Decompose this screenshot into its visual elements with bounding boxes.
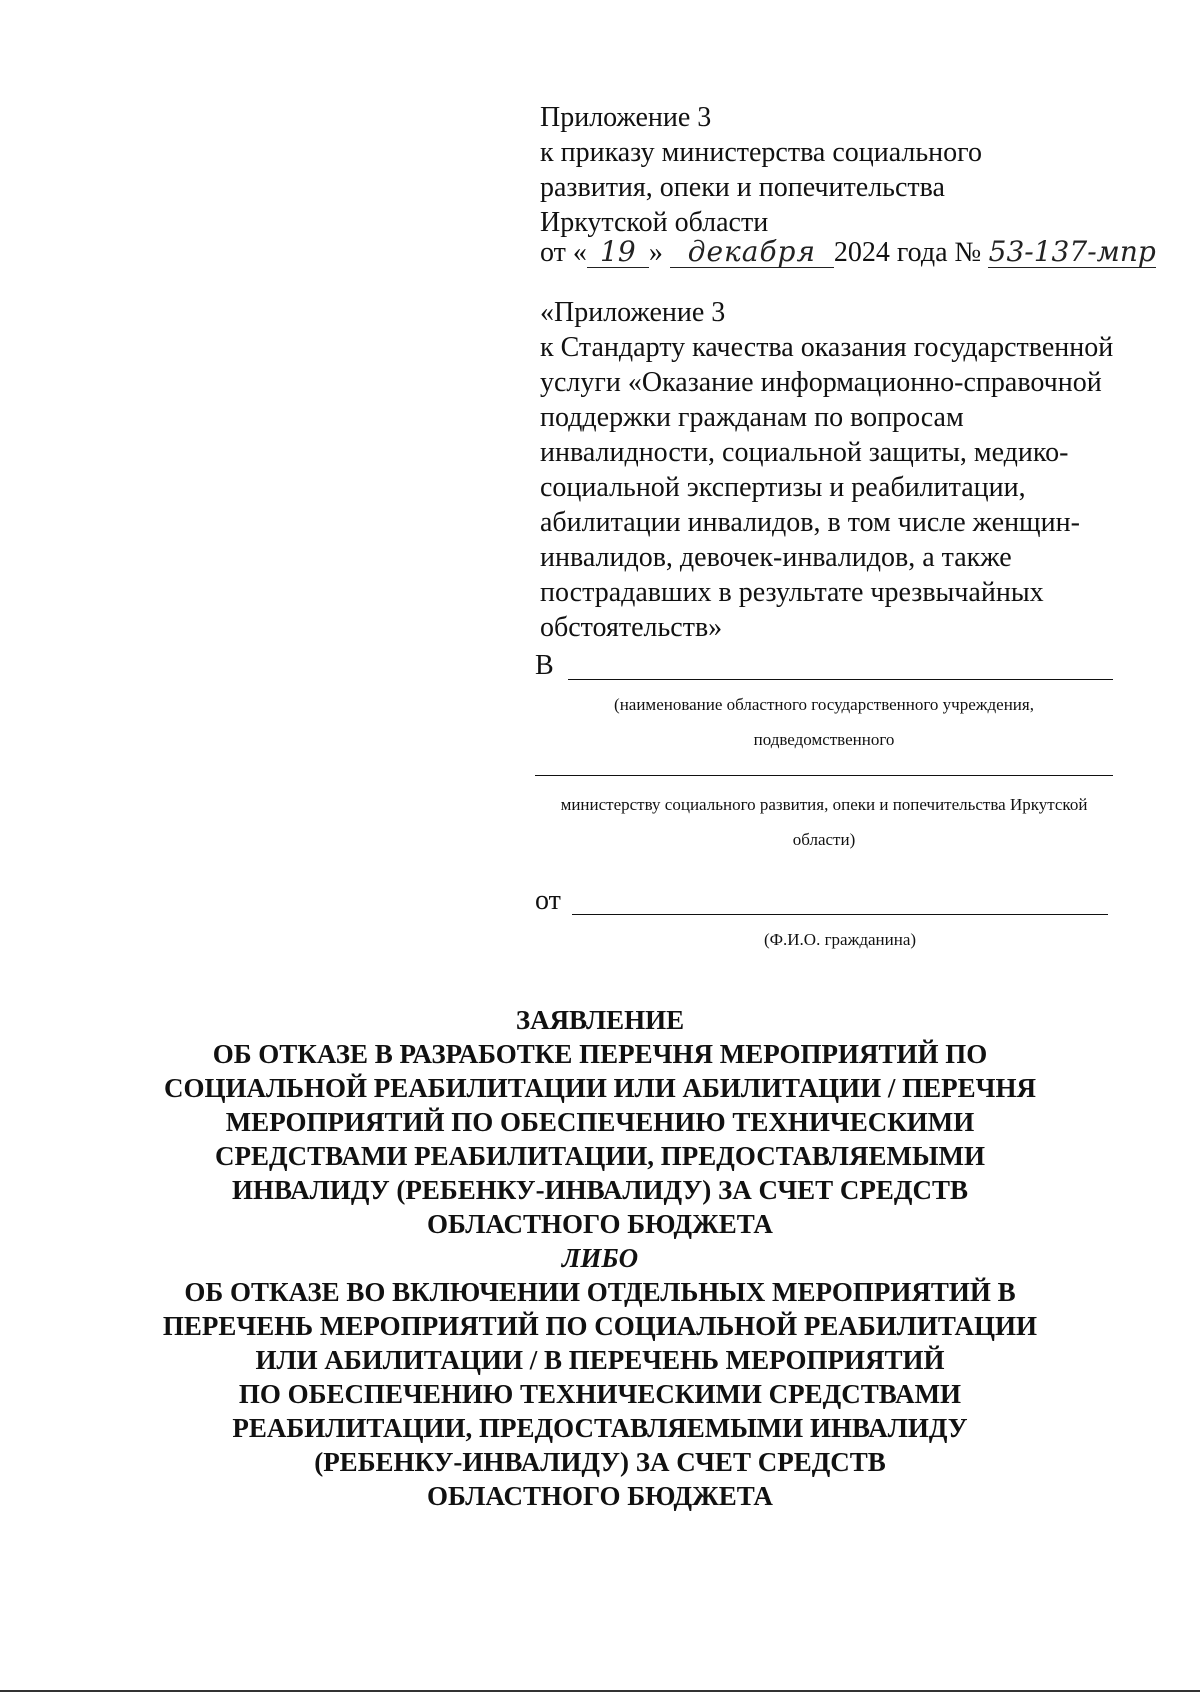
handwritten-order-number: 53-137-мпр (988, 235, 1156, 268)
appendix-line: Иркутской области (540, 207, 769, 238)
to-caption: министерству социального развития, опеки и попечительства Иркутской (560, 795, 1088, 814)
order-date-line (540, 237, 1156, 269)
date-quote-close: » (648, 237, 663, 268)
institution-name-field[interactable] (568, 679, 1113, 680)
title-line: ИНВАЛИДУ (РЕБЕНКУ-ИНВАЛИДУ) ЗА СЧЕТ СРЕДСТВ (232, 1175, 968, 1205)
statement-title (150, 1003, 1050, 1513)
appendix-line: развития, опеки и попечительства (540, 172, 945, 203)
standard-line: обстоятельств» (540, 612, 723, 643)
title-line: ОБ ОТКАЗЕ В РАЗРАБОТКЕ ПЕРЕЧНЯ МЕРОПРИЯТИЙ ПО (212, 1039, 988, 1069)
title-line: ЗАЯВЛЕНИЕ (515, 1005, 685, 1035)
title-line: ПЕРЕЧЕНЬ МЕРОПРИЯТИЙ ПО СОЦИАЛЬНОЙ РЕАБИЛИТАЦИИ (162, 1311, 1038, 1341)
standard-line: поддержки гражданам по вопросам (540, 402, 964, 433)
title-line: СРЕДСТВАМИ РЕАБИЛИТАЦИИ, ПРЕДОСТАВЛЯЕМЫМИ (215, 1141, 985, 1171)
title-line: ИЛИ АБИЛИТАЦИИ / В ПЕРЕЧЕНЬ МЕРОПРИЯТИЙ (255, 1345, 945, 1375)
institution-name-field-2[interactable] (535, 775, 1113, 776)
title-line: ПО ОБЕСПЕЧЕНИЮ ТЕХНИЧЕСКИМИ СРЕДСТВАМИ (238, 1379, 962, 1409)
page-bottom-rule (0, 1690, 1200, 1692)
title-line: МЕРОПРИЯТИЙ ПО ОБЕСПЕЧЕНИЮ ТЕХНИЧЕСКИМИ (225, 1107, 975, 1137)
standard-line: социальной экспертизы и реабилитации, (540, 472, 1026, 503)
standard-line: инвалидов, девочек-инвалидов, а также (540, 542, 1012, 573)
title-line: ОБЛАСТНОГО БЮДЖЕТА (427, 1209, 773, 1239)
title-line: СОЦИАЛЬНОЙ РЕАБИЛИТАЦИИ ИЛИ АБИЛИТАЦИИ / ПЕРЕЧНЯ (164, 1073, 1036, 1103)
standard-line: услуги «Оказание информационно-справочной (540, 367, 1102, 398)
standard-line: пострадавших в результате чрезвычайных (540, 577, 1044, 608)
from-prefix: от (535, 885, 561, 916)
standard-line: абилитации инвалидов, в том числе женщин- (540, 507, 1080, 538)
title-line: ОБ ОТКАЗЕ ВО ВКЛЮЧЕНИИ ОТДЕЛЬНЫХ МЕРОПРИЯТИЙ В (184, 1277, 1016, 1307)
standard-line: к Стандарту качества оказания государственной (540, 332, 1114, 363)
to-caption: подведомственного (753, 730, 895, 749)
citizen-name-field[interactable] (572, 914, 1108, 915)
appendix-line: Приложение 3 (540, 102, 712, 133)
handwritten-month: декабря (670, 237, 834, 268)
from-caption: (Ф.И.О. гражданина) (763, 930, 917, 949)
order-appendix-header (540, 100, 1140, 240)
title-line: ОБЛАСТНОГО БЮДЖЕТА (427, 1481, 773, 1511)
date-prefix: от « (540, 237, 587, 268)
handwritten-day: 19 (587, 237, 649, 268)
date-year: 2024 года № (833, 237, 982, 268)
to-caption: (наименование областного государственного учреждения, (614, 695, 1034, 714)
appendix-line: к приказу министерства социального (540, 137, 982, 168)
to-caption: области) (792, 830, 856, 849)
standard-line: «Приложение 3 (540, 297, 726, 328)
title-either-line: ЛИБО (561, 1243, 639, 1273)
title-line: (РЕБЕНКУ-ИНВАЛИДУ) ЗА СЧЕТ СРЕДСТВ (314, 1447, 886, 1477)
standard-line: инвалидности, социальной защиты, медико- (540, 437, 1069, 468)
to-prefix: В (535, 650, 554, 681)
standard-appendix-header (540, 295, 1140, 645)
title-line: РЕАБИЛИТАЦИИ, ПРЕДОСТАВЛЯЕМЫМИ ИНВАЛИДУ (232, 1413, 968, 1443)
